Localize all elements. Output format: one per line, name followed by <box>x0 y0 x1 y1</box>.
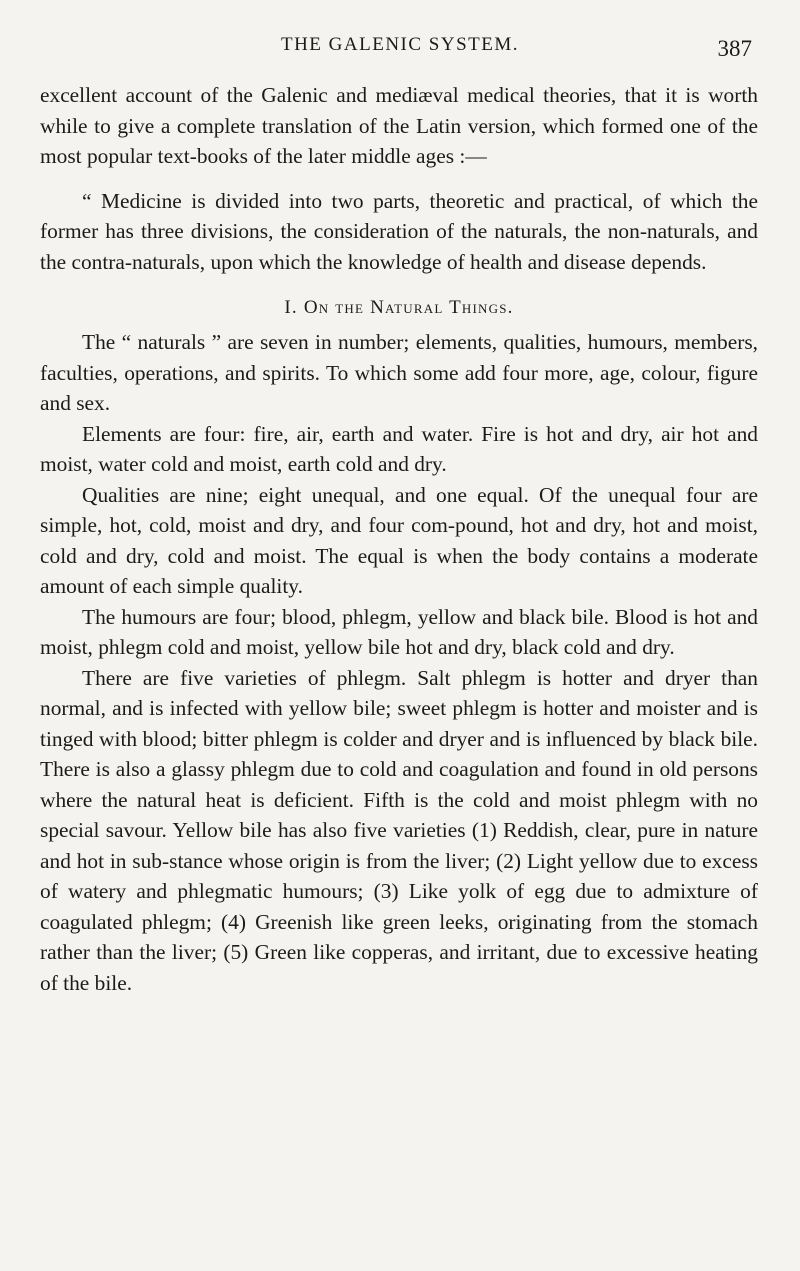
paragraph-continuation: excellent account of the Galenic and mediæval medical theories, that it is worth while to give a complete translation of the Latin version, which formed one of the most popular text-books of the later middle ages :— <box>40 83 758 168</box>
paragraph-phlegm: There are five varieties of phlegm. Salt phlegm is hotter and dryer than normal, and is infected with yellow bile; sweet phlegm is hotter and moister and is tinged with blood; bitter phlegm is colder and dryer and is influenced by black bile. There is also a glassy phlegm due to cold and coagulation and found in old persons where the natural heat is deficient. Fifth is the cold and moist phlegm with no special savour. Yellow bile has also five varieties (1) Reddish, clear, pure in nature and hot in sub-stance whose origin is from the liver; (2) Light yellow due to excess of watery and phlegmatic humours; (3) Like yolk of egg due to admixture of coagulated phlegm; (4) Greenish like green leeks, originating from the stomach rather than the liver; (5) Green like copperas, and irritant, due to excessive heating of the bile. <box>40 665 758 995</box>
paragraph-elements: Elements are four: fire, air, earth and water. Fire is hot and dry, air hot and moist, water cold and moist, earth cold and dry. <box>40 421 758 476</box>
body-text <box>40 80 758 998</box>
running-head <box>0 34 800 64</box>
running-title: THE GALENIC SYSTEM. <box>280 34 520 55</box>
paragraph-medicine-divisions: “ Medicine is divided into two parts, theoretic and practical, of which the former has three divisions, the consideration of the naturals, the non-naturals, and the contra-naturals, upon which the knowledge of health and disease depends. <box>40 188 758 274</box>
paragraph-qualities: Qualities are nine; eight unequal, and one equal. Of the unequal four are simple, hot, cold, moist and dry, and four com-pound, hot and dry, hot and moist, cold and dry, cold and moist. The equal is when the body contains a moderate amount of each simple quality. <box>40 482 758 598</box>
paragraph-humours: The humours are four; blood, phlegm, yellow and black bile. Blood is hot and moist, phlegm cold and moist, yellow bile hot and dry, black cold and dry. <box>40 604 758 659</box>
section-heading: I. On the Natural Things. <box>284 297 514 318</box>
paragraph-naturals: The “ naturals ” are seven in number; elements, qualities, humours, members, faculties, operations, and spirits. To which some add four more, age, colour, figure and sex. <box>40 330 758 415</box>
page-number: 387 <box>717 36 752 61</box>
